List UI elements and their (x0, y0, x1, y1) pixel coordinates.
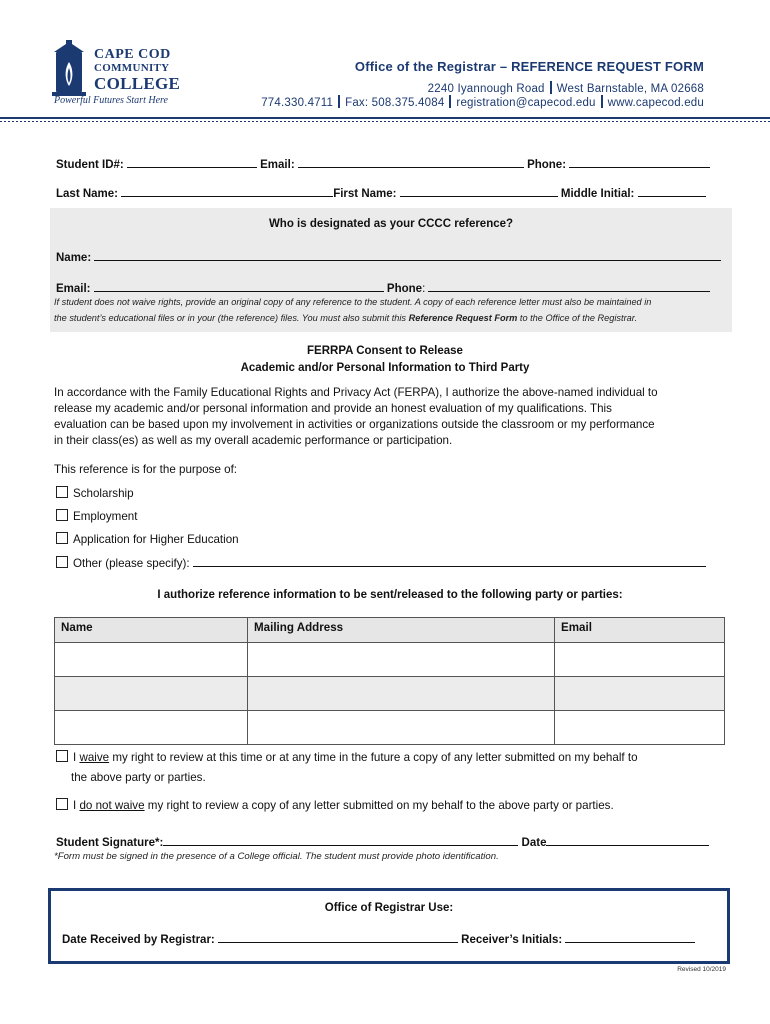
note-text-form: Reference Request Form (408, 313, 518, 323)
logo-tagline: Powerful Futures Start Here (54, 95, 168, 106)
reference-name-row (56, 249, 721, 264)
table-row (55, 711, 725, 745)
parties-heading: I authorize reference information to be sent/released to the following party or parties: (157, 589, 623, 601)
date-field[interactable] (546, 834, 709, 846)
reference-phone-field[interactable] (428, 280, 710, 292)
waive-option-line-2: the above party or parties. (71, 771, 206, 784)
office-name: Office of the Registrar – (354, 59, 512, 74)
revision-date: Revised 10/2019 (677, 966, 726, 973)
reference-note-line-2 (54, 313, 637, 323)
header-rule (0, 117, 770, 119)
reference-heading: Who is designated as your CCCC reference? (268, 218, 514, 230)
checkbox[interactable] (56, 798, 68, 810)
table-row (55, 677, 725, 711)
do-not-waive-option[interactable] (56, 798, 614, 812)
last-name-field[interactable] (121, 185, 333, 197)
consent-line-3: evaluation can be based upon my involvement in activities or organizations outside the classroom or my performance (54, 418, 655, 431)
last-name-label: Last Name: (56, 188, 118, 200)
parties-table (54, 617, 725, 745)
address-street: 2240 Iyannough Road (427, 83, 545, 95)
middle-initial-field[interactable] (638, 185, 706, 197)
consent-title-2: Academic and/or Personal Information to Third Party (240, 362, 530, 374)
signature-row (56, 834, 709, 849)
purpose-option-employment[interactable] (56, 509, 137, 523)
form-name: REFERENCE REQUEST FORM (511, 59, 704, 74)
date-received-label: Date Received by Registrar: (62, 934, 215, 946)
logo-line-1: CAPE COD (94, 47, 171, 62)
consent-line-4: in their class(es) as well as my overall academic performance or participation. (54, 434, 453, 447)
reference-email-label: Email: (56, 283, 91, 295)
party-address-cell[interactable] (248, 711, 555, 745)
header-dotted-rule (0, 121, 770, 122)
parties-header-row (55, 618, 725, 643)
form-title (355, 59, 704, 74)
party-email-cell[interactable] (555, 677, 725, 711)
purpose-option-other[interactable] (56, 555, 706, 570)
reference-phone-label: Phone (386, 283, 423, 295)
date-received-field[interactable] (218, 931, 458, 943)
separator (550, 81, 552, 94)
phone-number: 774.330.4711 (261, 97, 334, 109)
middle-initial-label: Middle Initial: (560, 188, 635, 200)
no-waive-post: my right to review a copy of any letter submitted on my behalf to the above party or parties. (144, 799, 614, 812)
purpose-label: This reference is for the purpose of: (54, 463, 238, 476)
option-label: Other (please specify): (73, 557, 190, 570)
reference-email-field[interactable] (94, 280, 384, 292)
waive-option[interactable] (56, 750, 638, 764)
consent-line-1: In accordance with the Family Educational Rights and Privacy Act (FERPA), I authorize the above-named individual to (54, 386, 658, 399)
no-waive-pre: I (73, 799, 80, 812)
registrar-use-box (48, 888, 730, 964)
signature-field[interactable] (163, 834, 518, 846)
first-name-field[interactable] (400, 185, 558, 197)
no-waive-underlined: do not waive (79, 799, 145, 812)
option-label: Employment (73, 510, 138, 523)
checkbox[interactable] (56, 556, 68, 568)
option-label: Scholarship (73, 487, 134, 500)
consent-title-1: FERRPA Consent to Release (307, 345, 463, 357)
purpose-option-scholarship[interactable] (56, 486, 134, 500)
address-city: West Barnstable, MA 02668 (556, 83, 704, 95)
party-name-cell[interactable] (55, 711, 248, 745)
purpose-option-higher-education[interactable] (56, 532, 239, 546)
party-email-cell[interactable] (555, 711, 725, 745)
signature-label: Student Signature*: (56, 837, 164, 849)
logo-line-2: COMMUNITY (94, 62, 170, 74)
student-email-label: Email: (260, 159, 295, 171)
checkbox[interactable] (56, 532, 68, 544)
option-label: Application for Higher Education (73, 533, 239, 546)
column-header-address: Mailing Address (248, 618, 555, 643)
party-address-cell[interactable] (248, 677, 555, 711)
waive-underlined: waive (79, 751, 110, 764)
registrar-row (62, 931, 695, 946)
consent-line-2: release my academic and/or personal information and provide an honest evaluation of my qualifications. This (54, 402, 612, 415)
reference-name-label: Name: (56, 252, 92, 264)
party-name-cell[interactable] (55, 677, 248, 711)
reference-note-line-1: If student does not waive rights, provide an original copy of any reference to the student. A copy of each reference letter must also be maintained in (54, 297, 652, 307)
student-id-field[interactable] (127, 156, 257, 168)
table-row (55, 643, 725, 677)
address-line (428, 81, 704, 95)
first-name-label: First Name: (333, 188, 397, 200)
receiver-initials-label: Receiver’s Initials: (461, 934, 563, 946)
student-id-label: Student ID#: (56, 159, 124, 171)
note-text-c: to the Office of the Registrar. (517, 313, 638, 323)
party-name-cell[interactable] (55, 643, 248, 677)
logo-line-3: COLLEGE (94, 74, 181, 93)
contact-line (261, 95, 704, 109)
fax-number: Fax: 508.375.4084 (345, 97, 445, 109)
student-phone-field[interactable] (569, 156, 710, 168)
separator (449, 95, 451, 108)
student-phone-label: Phone: (527, 159, 567, 171)
receiver-initials-field[interactable] (565, 931, 695, 943)
checkbox[interactable] (56, 509, 68, 521)
column-header-email: Email (555, 618, 725, 643)
column-header-name: Name (55, 618, 248, 643)
consent-paragraph (54, 385, 734, 449)
website: www.capecod.edu (607, 97, 704, 109)
party-email-cell[interactable] (555, 643, 725, 677)
reference-name-field[interactable] (94, 249, 721, 261)
signature-note: *Form must be signed in the presence of a College official. The student must provide photo identification. (54, 851, 499, 862)
date-label: Date (521, 837, 547, 849)
student-info-row-2 (56, 185, 706, 200)
note-text-a: the student’s educational files or in your (the reference) files. You must also submit this (54, 313, 409, 323)
waive-post: my right to review at this time or at any time in the future a copy of any letter submitted on my behalf to (109, 751, 638, 764)
reference-contact-row: Email: Phone: (56, 280, 710, 295)
student-info-row-1 (56, 156, 710, 171)
other-specify-field[interactable] (193, 555, 706, 567)
logo-wordmark (94, 48, 180, 92)
party-address-cell[interactable] (248, 643, 555, 677)
contact-email: registration@capecod.edu (456, 97, 596, 109)
registrar-heading: Office of Registrar Use: (324, 902, 454, 914)
student-email-field[interactable] (298, 156, 524, 168)
separator (601, 95, 603, 108)
checkbox[interactable] (56, 750, 68, 762)
waive-pre: I (73, 751, 80, 764)
checkbox[interactable] (56, 486, 68, 498)
separator (338, 95, 340, 108)
